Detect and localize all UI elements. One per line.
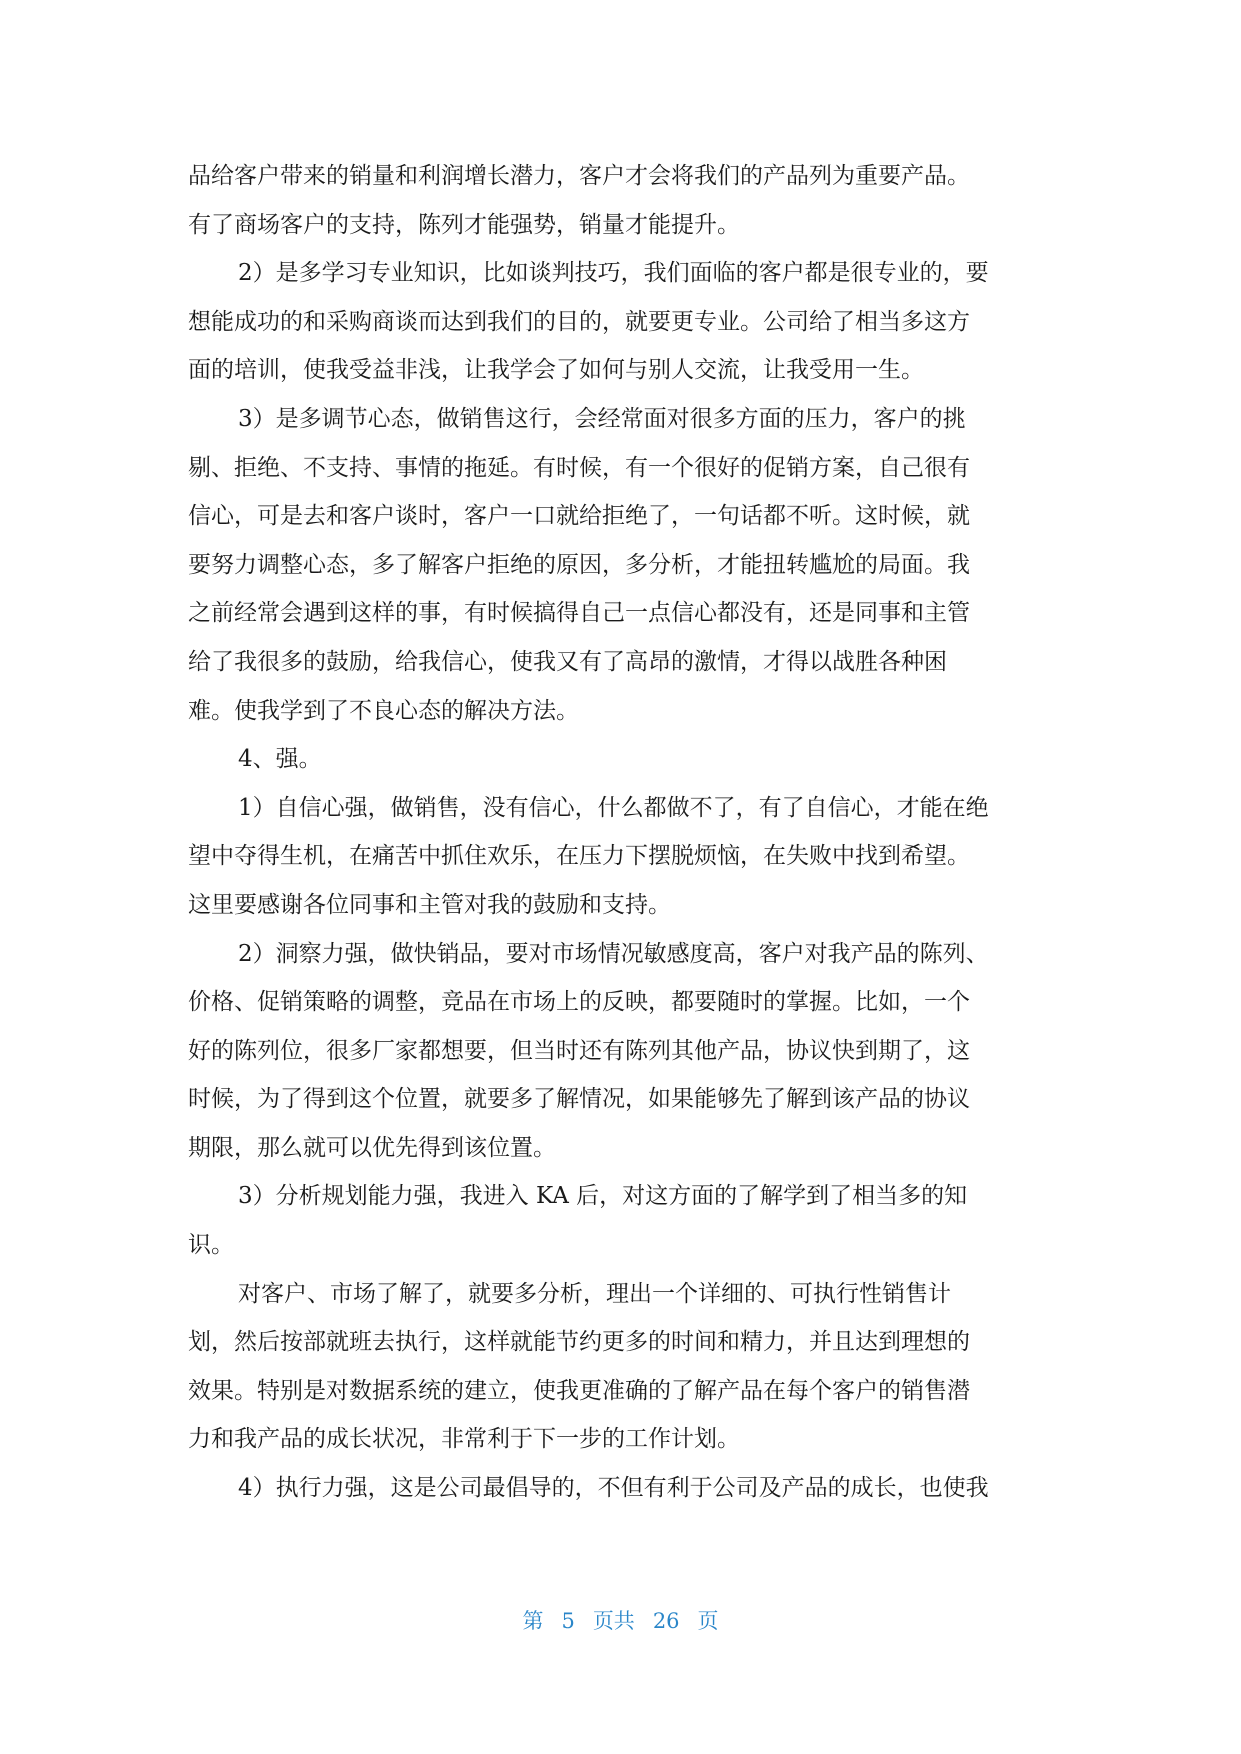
text-line: 难。使我学到了不良心态的解决方法。: [188, 697, 579, 724]
document-body: [188, 152, 1058, 1513]
text-line: 识。: [188, 1232, 234, 1259]
text-line: 3）分析规划能力强，我进入 KA 后，对这方面的了解学到了相当多的知: [238, 1183, 968, 1210]
text-line: 剔、拒绝、不支持、事情的拖延。有时候，有一个很好的促销方案，自己很有: [188, 454, 970, 481]
text-line: 品给客户带来的销量和利润增长潜力，客户才会将我们的产品列为重要产品。: [188, 163, 970, 189]
page-footer: [0, 1605, 1241, 1635]
text-line: 这里要感谢各位同事和主管对我的鼓励和支持。: [188, 891, 671, 918]
text-line: 要努力调整心态，多了解客户拒绝的原因，多分析，才能扭转尴尬的局面。我: [188, 551, 970, 578]
text-line: 给了我很多的鼓励，给我信心，使我又有了高昂的激情，才得以战胜各种困: [188, 648, 947, 675]
text-line: 力和我产品的成长状况，非常利于下一步的工作计划。: [188, 1426, 740, 1453]
text-line: 望中夺得生机，在痛苦中抓住欢乐，在压力下摆脱烦恼，在失败中找到希望。: [188, 843, 970, 870]
text-line: 面的培训，使我受益非浅，让我学会了如何与别人交流，让我受用一生。: [188, 357, 924, 384]
text-line: 有了商场客户的支持，陈列才能强势，销量才能提升。: [188, 211, 740, 238]
text-line: 2）是多学习专业知识，比如谈判技巧，我们面临的客户都是很专业的，要: [238, 260, 989, 287]
text-line: 好的陈列位，很多厂家都想要，但当时还有陈列其他产品，协议快到期了，这: [188, 1037, 970, 1064]
text-line: 期限，那么就可以优先得到该位置。: [188, 1134, 556, 1161]
footer-middle: 页共: [592, 1609, 635, 1633]
text-line: 对客户、市场了解了，就要多分析，理出一个详细的、可执行性销售计: [238, 1280, 951, 1307]
text-line: 信心，可是去和客户谈时，客户一口就给拒绝了，一句话都不听。这时候，就: [188, 503, 970, 530]
text-line: 2）洞察力强，做快销品，要对市场情况敏感度高，客户对我产品的陈列、: [238, 940, 989, 967]
text-line: 效果。特别是对数据系统的建立，使我更准确的了解产品在每个客户的销售潜: [188, 1377, 970, 1404]
text-line: 4）执行力强，这是公司最倡导的，不但有利于公司及产品的成长，也使我: [238, 1475, 989, 1502]
footer-prefix: 第: [522, 1609, 544, 1633]
text-line: 价格、促销策略的调整，竞品在市场上的反映，都要随时的掌握。比如，一个: [188, 989, 970, 1016]
text-line: 之前经常会遇到这样的事，有时候搞得自己一点信心都没有，还是同事和主管: [188, 600, 970, 627]
text-line: 划，然后按部就班去执行，这样就能节约更多的时间和精力，并且达到理想的: [188, 1329, 970, 1356]
footer-suffix: 页: [697, 1609, 719, 1633]
text-line: 想能成功的和采购商谈而达到我们的目的，就要更专业。公司给了相当多这方: [188, 308, 970, 335]
footer-total-pages: 26: [652, 1609, 680, 1633]
text-line: 3）是多调节心态，做销售这行，会经常面对很多方面的压力，客户的挑: [238, 405, 966, 432]
text-line: 1）自信心强，做销售，没有信心，什么都做不了，有了自信心，才能在绝: [238, 794, 989, 821]
footer-current-page: 5: [561, 1609, 575, 1633]
text-line: 时候，为了得到这个位置，就要多了解情况，如果能够先了解到该产品的协议: [188, 1086, 970, 1113]
text-line: 4、强。: [238, 746, 322, 773]
